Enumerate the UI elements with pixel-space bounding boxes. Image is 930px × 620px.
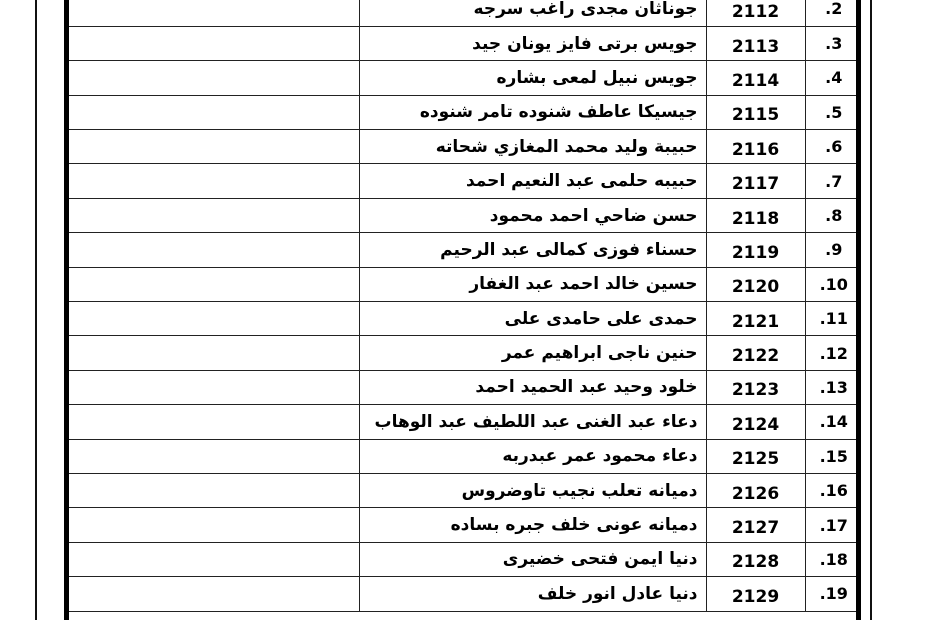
table-row xyxy=(69,95,856,129)
row-number: .19 xyxy=(805,577,856,611)
blank-cell xyxy=(69,508,359,542)
student-list-body xyxy=(69,0,856,611)
student-code: 2125 xyxy=(706,439,805,473)
student-code: 2123 xyxy=(706,370,805,404)
student-code: 2128 xyxy=(706,542,805,576)
student-code: 2127 xyxy=(706,508,805,542)
student-code: 2115 xyxy=(706,95,805,129)
blank-cell xyxy=(69,370,359,404)
row-number: .6 xyxy=(805,130,856,164)
page-margin-line-right xyxy=(870,0,872,620)
student-name: جويس نبيل لمعى بشاره xyxy=(359,61,706,95)
student-name: جوناثان مجدى راغب سرجه xyxy=(359,0,706,26)
student-name: دنيا عادل انور خلف xyxy=(359,577,706,611)
table-row xyxy=(69,267,856,301)
student-name: دعاء عبد الغنى عبد اللطيف عبد الوهاب xyxy=(359,405,706,439)
student-name: خلود وحيد عبد الحميد احمد xyxy=(359,370,706,404)
student-code: 2129 xyxy=(706,577,805,611)
row-number: .16 xyxy=(805,473,856,507)
table-row xyxy=(69,164,856,198)
student-name: حسن ضاحي احمد محمود xyxy=(359,198,706,232)
student-code: 2112 xyxy=(706,0,805,26)
table-row xyxy=(69,508,856,542)
student-code: 2122 xyxy=(706,336,805,370)
row-number: .2 xyxy=(805,0,856,26)
blank-cell xyxy=(69,542,359,576)
student-code: 2119 xyxy=(706,233,805,267)
blank-cell xyxy=(69,0,359,26)
student-code: 2113 xyxy=(706,26,805,60)
row-number: .14 xyxy=(805,405,856,439)
student-list-table xyxy=(69,0,856,612)
row-number: .10 xyxy=(805,267,856,301)
blank-cell xyxy=(69,336,359,370)
blank-cell xyxy=(69,302,359,336)
table-row xyxy=(69,370,856,404)
table-row xyxy=(69,473,856,507)
student-name: حبيبه حلمى عبد النعيم احمد xyxy=(359,164,706,198)
table-row xyxy=(69,336,856,370)
blank-cell xyxy=(69,577,359,611)
student-name: دنيا ايمن فتحى خضيرى xyxy=(359,542,706,576)
table-row xyxy=(69,577,856,611)
table-row xyxy=(69,0,856,26)
student-code: 2117 xyxy=(706,164,805,198)
student-name: جويس برتى فايز يونان جيد xyxy=(359,26,706,60)
student-code: 2120 xyxy=(706,267,805,301)
blank-cell xyxy=(69,130,359,164)
row-number: .7 xyxy=(805,164,856,198)
student-code: 2121 xyxy=(706,302,805,336)
student-code: 2126 xyxy=(706,473,805,507)
blank-cell xyxy=(69,439,359,473)
row-number: .18 xyxy=(805,542,856,576)
table-row xyxy=(69,130,856,164)
row-number: .13 xyxy=(805,370,856,404)
student-name: حسين خالد احمد عبد الغفار xyxy=(359,267,706,301)
row-number: .15 xyxy=(805,439,856,473)
table-row xyxy=(69,61,856,95)
page-margin-line-left xyxy=(35,0,37,620)
blank-cell xyxy=(69,26,359,60)
row-number: .4 xyxy=(805,61,856,95)
table-row xyxy=(69,302,856,336)
row-number: .9 xyxy=(805,233,856,267)
blank-cell xyxy=(69,405,359,439)
row-number: .12 xyxy=(805,336,856,370)
student-code: 2114 xyxy=(706,61,805,95)
student-name: حنين ناجى ابراهيم عمر xyxy=(359,336,706,370)
student-name: حسناء فوزى كمالى عبد الرحيم xyxy=(359,233,706,267)
student-code: 2116 xyxy=(706,130,805,164)
row-number: .17 xyxy=(805,508,856,542)
student-name: حمدى على حامدى على xyxy=(359,302,706,336)
blank-cell xyxy=(69,198,359,232)
row-number: .5 xyxy=(805,95,856,129)
blank-cell xyxy=(69,164,359,198)
blank-cell xyxy=(69,267,359,301)
table-row xyxy=(69,439,856,473)
table-row xyxy=(69,542,856,576)
blank-cell xyxy=(69,95,359,129)
blank-cell xyxy=(69,61,359,95)
student-name: دعاء محمود عمر عبدربه xyxy=(359,439,706,473)
student-name: حبيبة وليد محمد المغازي شحاته xyxy=(359,130,706,164)
student-name: دميانه عونى خلف جبره بساده xyxy=(359,508,706,542)
table-row xyxy=(69,198,856,232)
row-number: .3 xyxy=(805,26,856,60)
student-code: 2118 xyxy=(706,198,805,232)
student-code: 2124 xyxy=(706,405,805,439)
blank-cell xyxy=(69,473,359,507)
row-number: .11 xyxy=(805,302,856,336)
student-name: دميانه تعلب نجيب تاوضروس xyxy=(359,473,706,507)
row-number: .8 xyxy=(805,198,856,232)
table-row xyxy=(69,26,856,60)
table-row xyxy=(69,233,856,267)
blank-cell xyxy=(69,233,359,267)
table-row xyxy=(69,405,856,439)
student-name: جيسيكا عاطف شنوده تامر شنوده xyxy=(359,95,706,129)
